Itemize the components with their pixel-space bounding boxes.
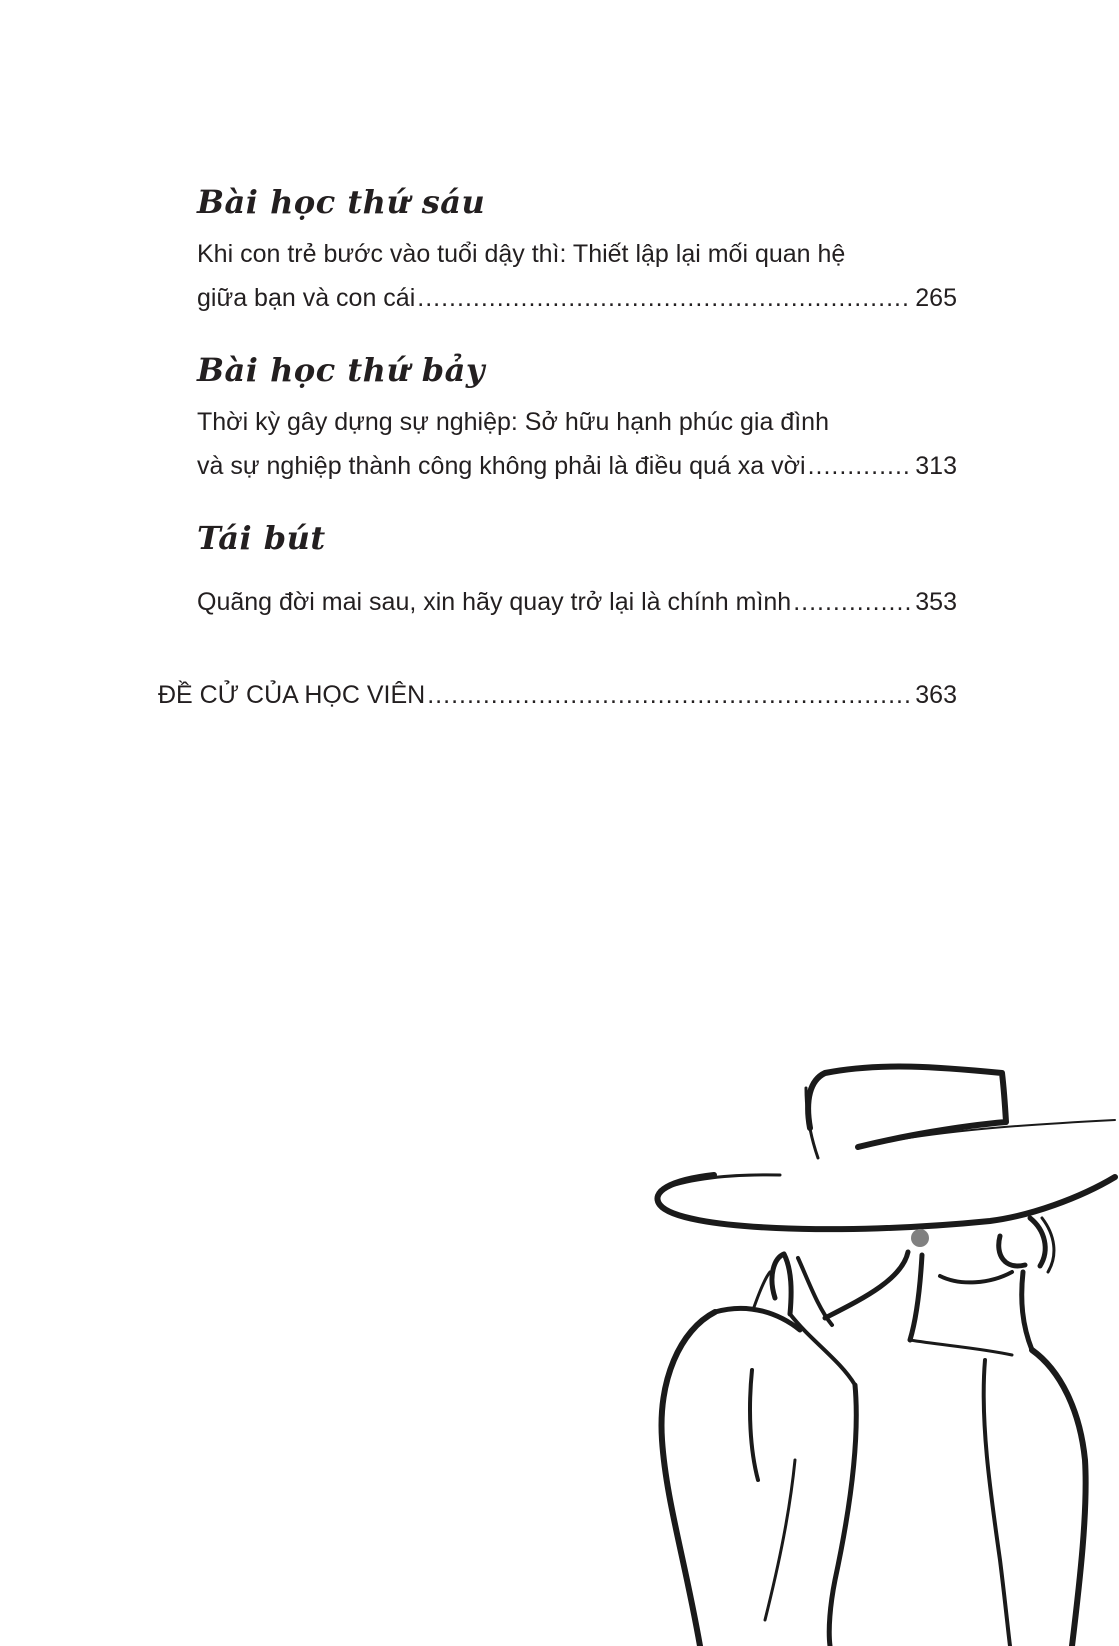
neck-curve-stroke: [940, 1272, 1012, 1282]
toc-entry-line[interactable]: [197, 232, 957, 276]
section-title: Tái bút: [197, 519, 326, 557]
dot-leader: [417, 276, 911, 320]
woman-in-hat-illustration-icon: [640, 1040, 1119, 1646]
entry-text: Khi con trẻ bước vào tuổi dậy thì: Thiết lập lại mối quan hệ: [197, 240, 846, 268]
collar-stroke: [910, 1340, 1012, 1355]
arm-inner-stroke: [750, 1370, 758, 1480]
dot-leader: [808, 444, 912, 488]
toc-entry-line[interactable]: [158, 673, 957, 717]
toc-section-postscript: [197, 518, 957, 624]
toc-entry-line[interactable]: [197, 276, 957, 320]
hand-finger2-stroke: [753, 1272, 770, 1310]
entry-text: và sự nghiệp thành công không phải là điều quá xa vời: [197, 452, 806, 480]
dot-leader: [793, 580, 911, 624]
hat-crown-stroke: [808, 1066, 1006, 1147]
neck-back-stroke: [1022, 1272, 1032, 1350]
back-contour-stroke: [984, 1360, 1010, 1646]
dot-leader: [427, 673, 911, 717]
hair-curl-stroke: [1030, 1218, 1045, 1266]
entry-text: Thời kỳ gây dựng sự nghiệp: Sở hữu hạnh phúc gia đình: [197, 408, 829, 436]
toc-entry-line[interactable]: [197, 444, 957, 488]
ear-stroke: [999, 1236, 1025, 1266]
hand-finger3-stroke: [798, 1258, 832, 1325]
page-number: 353: [915, 588, 957, 616]
arm-fold-stroke: [765, 1460, 795, 1620]
shoulder-left-stroke: [662, 1312, 715, 1646]
page-number: 313: [915, 452, 957, 480]
entry-text: giữa bạn và con cái: [197, 284, 416, 312]
arm-outer-stroke: [829, 1385, 856, 1646]
neck-stroke: [910, 1255, 922, 1340]
shoulder-right-stroke: [1032, 1350, 1086, 1646]
entry-text: Quãng đời mai sau, xin hãy quay trở lại là chính mình: [197, 588, 792, 616]
page-number: 265: [915, 284, 957, 312]
hand-wrist-stroke: [790, 1314, 855, 1385]
earring-dot: [911, 1229, 929, 1247]
toc-appendix: [158, 673, 957, 717]
section-title: Bài học thứ bảy: [197, 351, 485, 389]
section-title: Bài học thứ sáu: [197, 183, 486, 221]
jaw-stroke: [825, 1252, 908, 1318]
hat-brim-bottom-stroke: [657, 1175, 1115, 1229]
toc-entry-line[interactable]: [197, 400, 957, 444]
toc-section-6: [197, 182, 957, 320]
hand-finger-stroke: [772, 1254, 791, 1314]
shoulder-top-stroke: [715, 1308, 800, 1330]
entry-text: ĐỀ CỬ CỦA HỌC VIÊN: [158, 681, 426, 709]
toc-entry-line[interactable]: [197, 580, 957, 624]
toc-section-7: [197, 350, 957, 488]
page-number: 363: [915, 681, 957, 709]
